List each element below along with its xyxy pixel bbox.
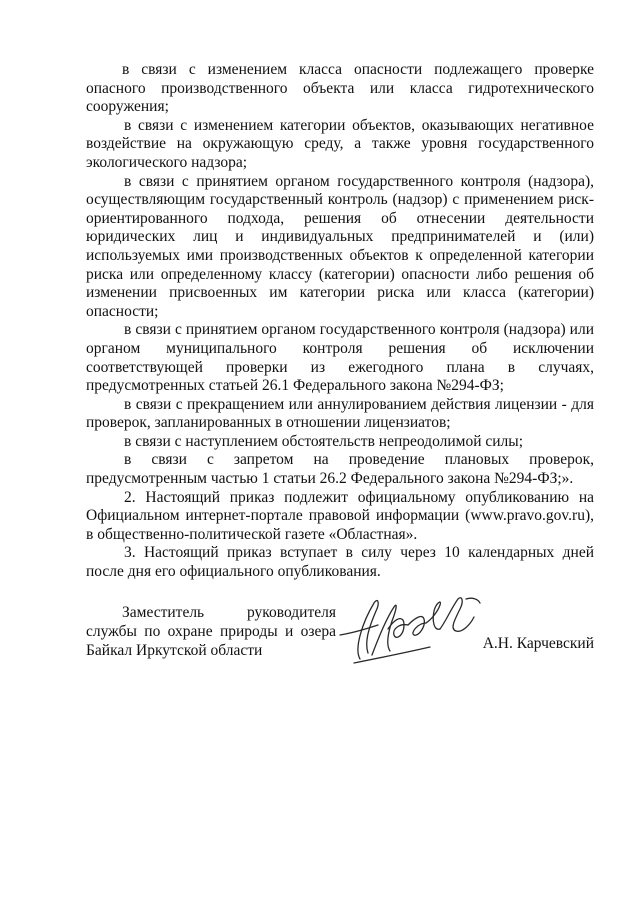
paragraph-hazard-class: в связи с изменением класса опасности подлежащего проверке опасного производственного объекта или класса гидротехнического сооружения; [86, 61, 594, 116]
paragraph-object-category: в связи с изменением категории объектов, оказывающих негативное воздействие на окружающую среду, а также уровня государственного экологического надзора; [86, 116, 594, 171]
paragraph-license-termination: в связи с прекращением или аннулированием действия лицензии - для проверок, запланированных в отношении лицензиатов; [86, 395, 594, 432]
document-body [86, 61, 594, 582]
signatory-title-line2: службы по охране природы и озера [86, 623, 336, 640]
signatory-title [86, 603, 336, 660]
handwritten-signature [334, 589, 484, 669]
signatory-name: А.Н. Карчевский [482, 635, 594, 652]
signatory-title-line3: Байкал Иркутской области [86, 642, 263, 659]
paragraph-publication: 2. Настоящий приказ подлежит официальному опубликованию на Официальном интернет-портале правовой информации (www.pravo.gov.ru), в общественно-политической газете «Областная». [86, 488, 594, 543]
signatory-title-line1: Заместитель руководителя [122, 604, 336, 621]
paragraph-plan-exclusion: в связи с принятием органом государственного контроля (надзора) или органом муниципального контроля решения об исключении соответствующей проверки из ежегодного плана в случаях, предусмотренных статьей 26.1 Федерального закона №294-ФЗ; [86, 321, 594, 395]
paragraph-force-majeure: в связи с наступлением обстоятельств непреодолимой силы; [124, 432, 523, 450]
paragraph-inspection-ban: в связи с запретом на проведение плановых проверок, предусмотренным частью 1 статьи 26.2 Федерального закона №294-ФЗ;». [86, 451, 594, 488]
signature-block [86, 603, 594, 673]
paragraph-risk-category: в связи с принятием органом государственного контроля (надзора), осуществляющим государственный контроль (надзор) с применением риск-ориентированного подхода, решения об отнесении деятельности юридических лиц и индивидуальных предпринимателей и (или) используемых ими производственных объектов к определенной категории риска или определенному классу (категории) опасности либо решения об изменении присвоенных им категории риска или класса (категории) опасности; [86, 172, 594, 320]
paragraph-effective-date: 3. Настоящий приказ вступает в силу через 10 календарных дней после дня его официального опубликования. [86, 544, 594, 581]
